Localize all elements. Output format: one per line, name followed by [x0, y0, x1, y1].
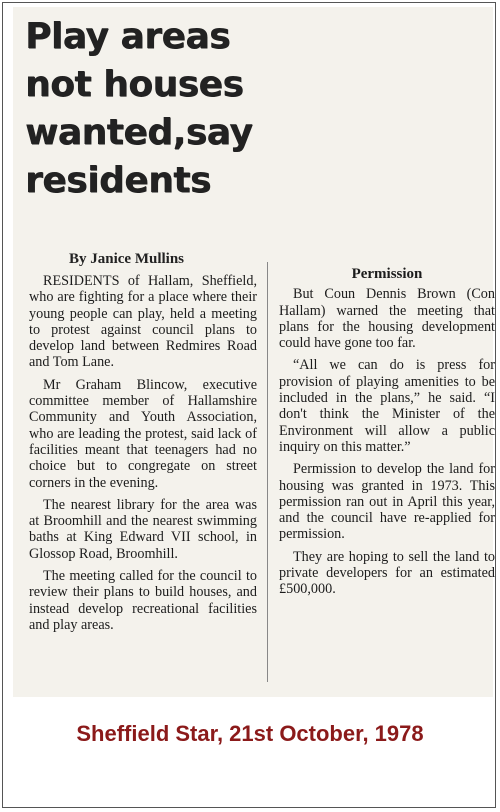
paragraph: RESIDENTS of Hallam, Sheffield, who are fighting for a place where their young people can play, held a meeting to protest against council plans to develop land between Redmires Road and Tom Lane. — [29, 273, 257, 371]
newspaper-clipping — [13, 7, 493, 697]
headline-line: residents — [25, 160, 211, 201]
paragraph: “All we can do is press for provision of playing amenities to be included in the plans,” he said. “I don't think the Minister of the Environment will allow a public inquiry on this matter.” — [279, 357, 495, 455]
headline-line: not houses — [25, 64, 244, 105]
paragraph: Permission to develop the land for housing was granted in 1973. This permission ran out in April this year, and the council have re-applied for permission. — [279, 461, 495, 543]
column-divider — [267, 262, 268, 682]
headline — [25, 13, 265, 205]
headline-line: Play areas — [25, 16, 231, 57]
source-caption: Sheffield Star, 21st October, 1978 — [76, 721, 424, 746]
article-column-right — [279, 266, 495, 598]
article-column-left — [29, 273, 257, 633]
page-frame — [2, 2, 496, 808]
paragraph: The nearest library for the area was at Broomhill and the nearest swimming baths at King Edward VII school, in Glossop Road, Broomhill. — [29, 496, 257, 562]
byline: By Janice Mullins — [69, 251, 185, 267]
paragraph: Mr Graham Blincow, executive committee member of Hallamshire Community and Youth Association, who are leading the protest, said lack of facilities meant that teenagers had no choice but to congregate on street corners in the evening. — [29, 376, 257, 491]
paragraph: They are hoping to sell the land to private developers for an estimated £500,000. — [279, 548, 495, 598]
paragraph: But Coun Dennis Brown (Con Hallam) warned the meeting that plans for the housing development could have gone too far. — [279, 286, 495, 352]
subheading: Permission — [351, 266, 423, 282]
paragraph: The meeting called for the council to review their plans to build houses, and instead develop recreational facilities and play areas. — [29, 568, 257, 633]
headline-line: wanted,say — [25, 112, 253, 153]
